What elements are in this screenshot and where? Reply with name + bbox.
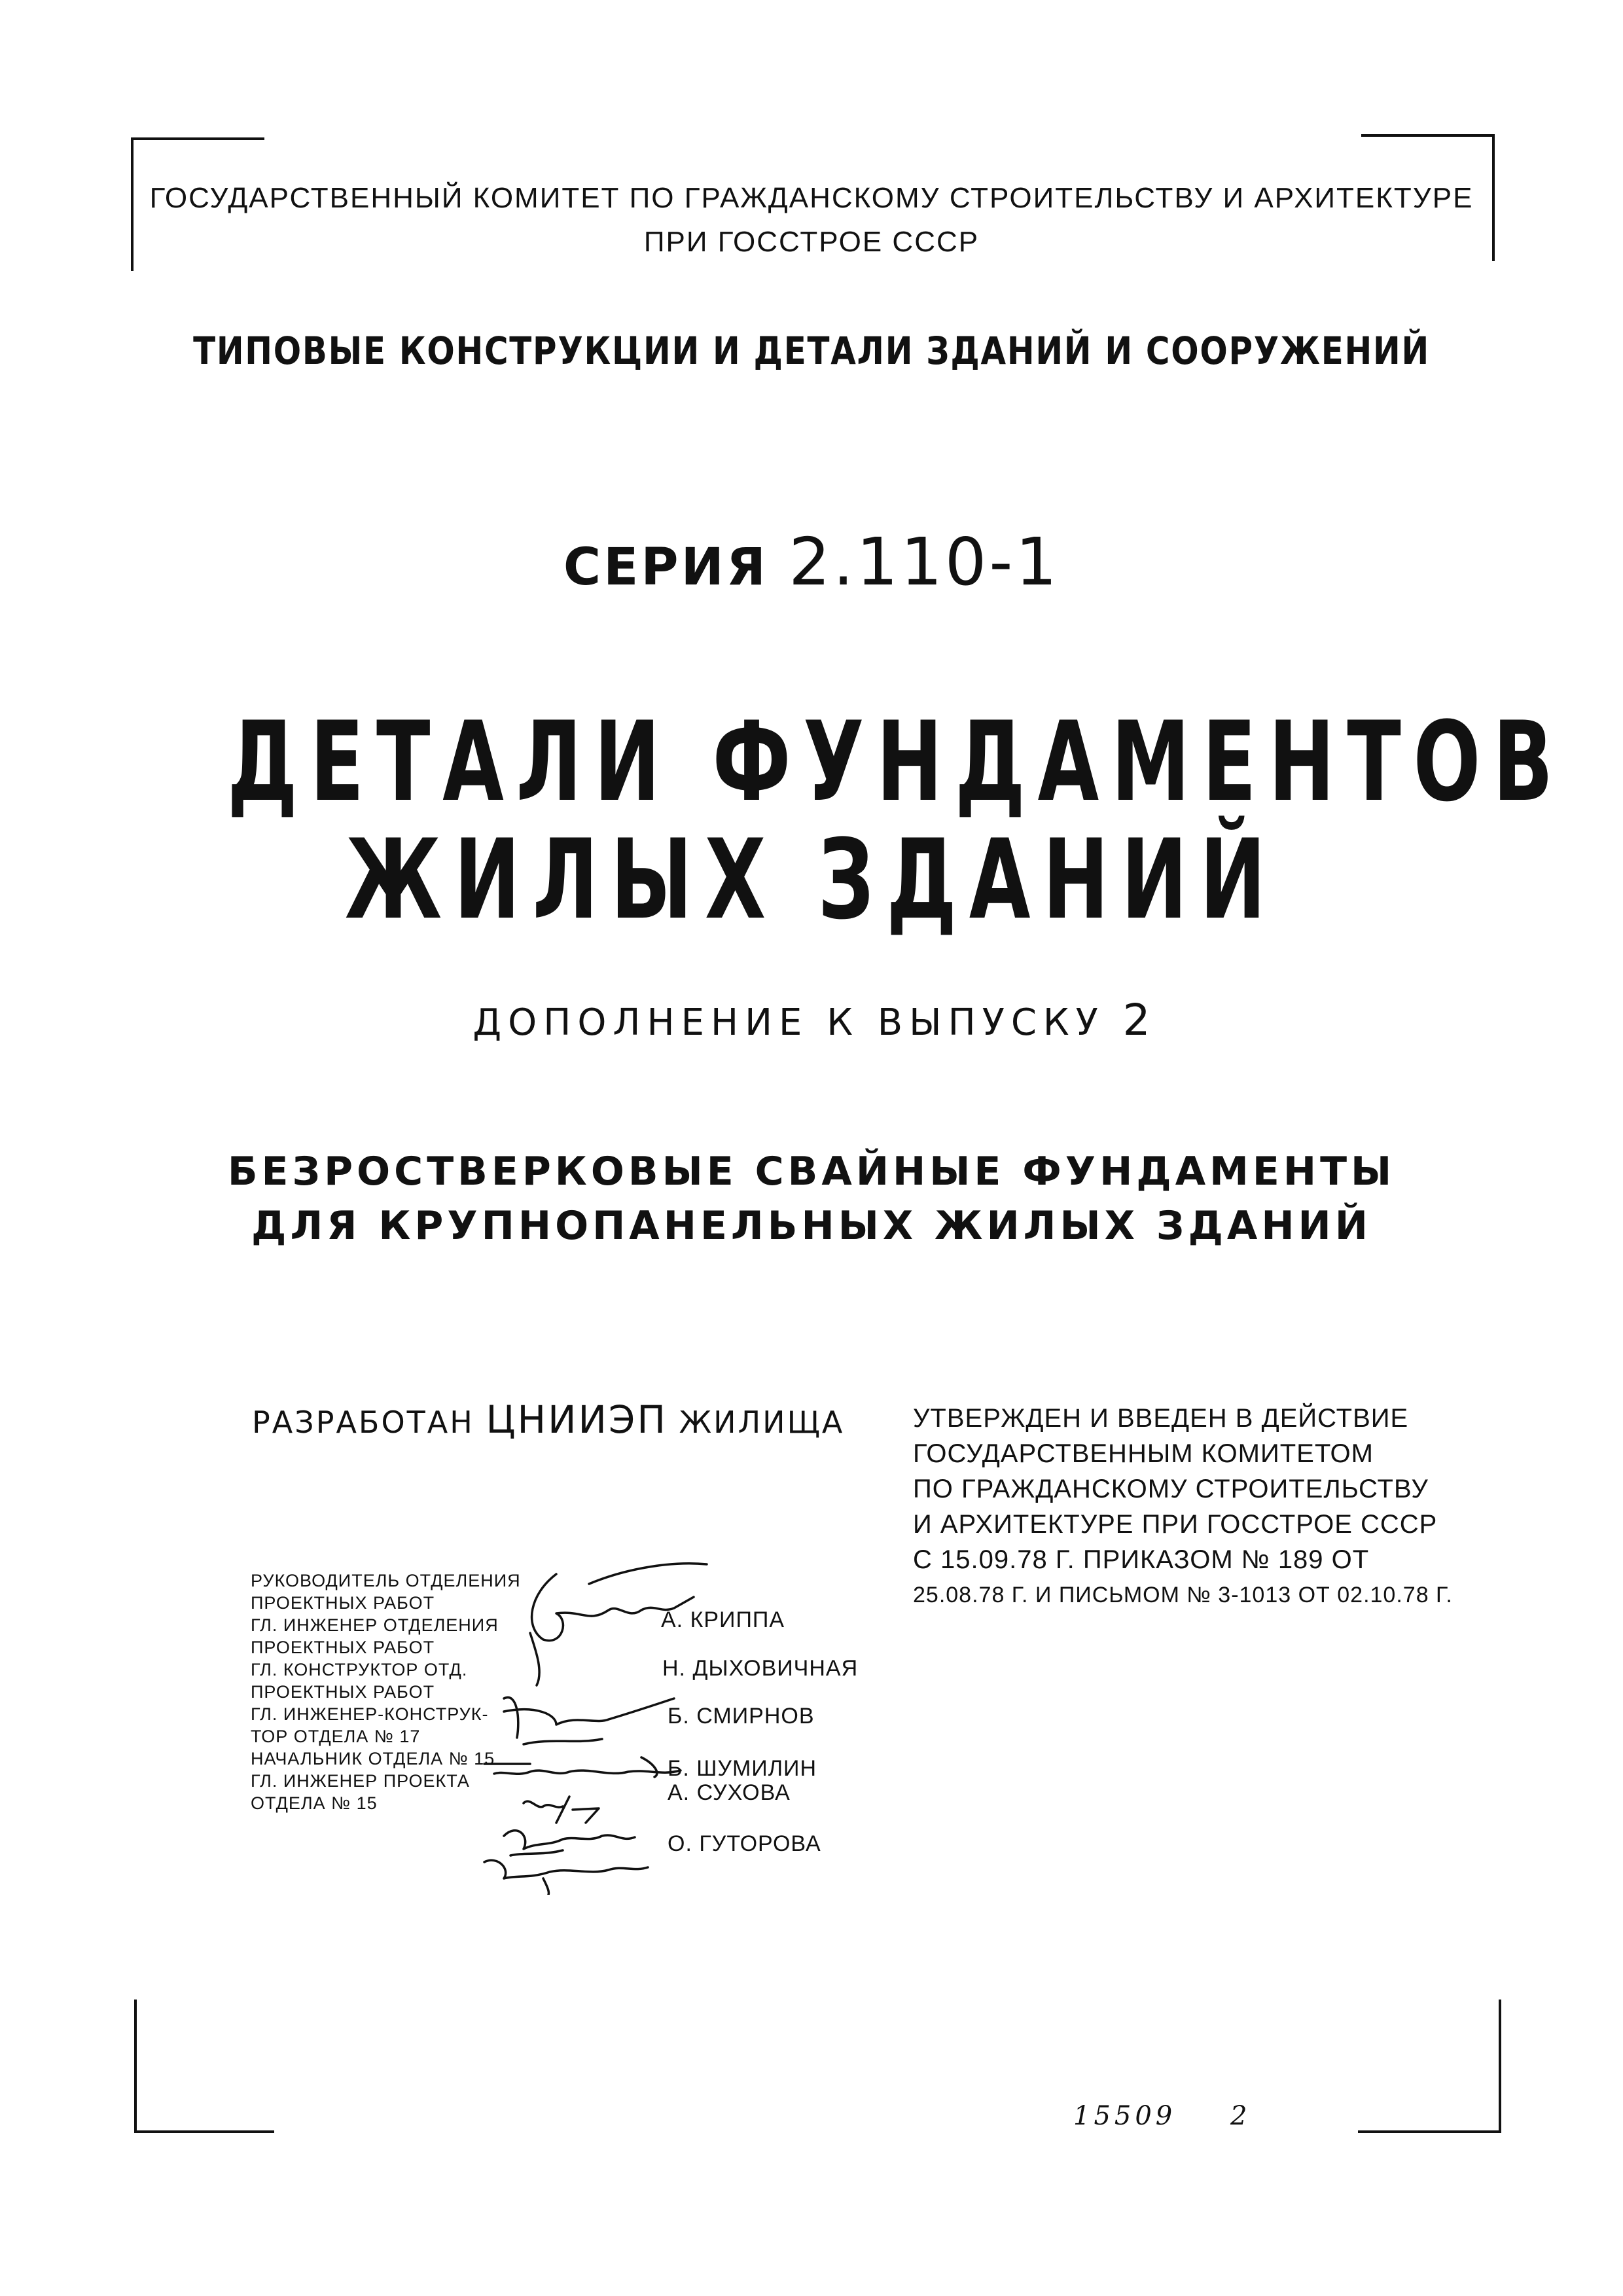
developer-label: РАЗРАБОТАН	[252, 1405, 474, 1440]
frame-corner-bottom-right	[1358, 2000, 1501, 2133]
name-dykhovichnaya: Н. ДЫХОВИЧНАЯ	[662, 1656, 859, 1681]
inventory-number: 15509	[1073, 2101, 1177, 2131]
series-number: 2.110-1	[789, 524, 1060, 600]
name-smirnov: Б. СМИРНОВ	[668, 1704, 815, 1729]
main-title-line-2: ЖИЛЫХ ЗДАНИЙ	[344, 816, 1279, 944]
name-shumilin: Б. ШУМИЛИН	[668, 1756, 817, 1781]
staff-position: РУКОВОДИТЕЛЬ ОТДЕЛЕНИЯ	[251, 1571, 521, 1590]
page-number: 2	[1230, 2101, 1251, 2131]
subtitle-line-2: ДЛЯ КРУПНОПАНЕЛЬНЫХ ЖИЛЫХ ЗДАНИЙ	[251, 1203, 1372, 1249]
approval-line: И АРХИТЕКТУРЕ ПРИ ГОССТРОЕ СССР	[913, 1510, 1438, 1539]
approval-block	[913, 1401, 1453, 1613]
staff-position: НАЧАЛЬНИК ОТДЕЛА № 15	[251, 1749, 495, 1768]
frame-corner-bottom-left	[134, 2000, 274, 2133]
staff-position: ГЛ. ИНЖЕНЕР ОТДЕЛЕНИЯ	[251, 1615, 499, 1635]
developer-org-2: ЖИЛИЩА	[679, 1405, 845, 1440]
developer-org: ЦНИИЭП	[486, 1397, 668, 1442]
staff-position: ОТДЕЛА № 15	[251, 1793, 378, 1813]
approval-line: ГОСУДАРСТВЕННЫМ КОМИТЕТОМ	[913, 1439, 1374, 1468]
subtitle-line-1: БЕЗРОСТВЕРКОВЫЕ СВАЙНЫЕ ФУНДАМЕНТЫ	[227, 1149, 1396, 1194]
staff-position: ТОР ОТДЕЛА № 17	[251, 1727, 421, 1746]
supplement-number: 2	[1122, 995, 1150, 1045]
org-line-1: ГОСУДАРСТВЕННЫЙ КОМИТЕТ ПО ГРАЖДАНСКОМУ СТРОИТЕЛЬСТВУ И АРХИТЕКТУРЕ	[149, 182, 1474, 214]
approval-line: УТВЕРЖДЕН И ВВЕДЕН В ДЕЙСТВИЕ	[913, 1404, 1409, 1433]
series-title: ТИПОВЫЕ КОНСТРУКЦИИ И ДЕТАЛИ ЗДАНИЙ И СООРУЖЕНИЙ	[193, 329, 1430, 373]
staff-position: ГЛ. ИНЖЕНЕР-КОНСТРУК-	[251, 1704, 489, 1724]
staff-position: ПРОЕКТНЫХ РАБОТ	[251, 1638, 435, 1657]
name-sukhova: А. СУХОВА	[668, 1780, 791, 1805]
staff-position: ГЛ. КОНСТРУКТОР ОТД.	[251, 1660, 468, 1679]
approval-line: С 15.09.78 Г. ПРИКАЗОМ № 189 ОТ	[913, 1545, 1370, 1574]
main-title-line-1: ДЕТАЛИ ФУНДАМЕНТОВ	[227, 698, 1566, 826]
developer	[252, 1397, 844, 1442]
supplement-label: ДОПОЛНЕНИЕ К ВЫПУСКУ	[473, 1001, 1105, 1044]
staff-position: ГЛ. ИНЖЕНЕР ПРОЕКТА	[251, 1771, 470, 1791]
name-gutorova: О. ГУТОРОВА	[668, 1831, 821, 1856]
staff-position: ПРОЕКТНЫХ РАБОТ	[251, 1682, 435, 1702]
org-line-2: ПРИ ГОССТРОЕ СССР	[643, 226, 980, 258]
series-label: СЕРИЯ	[563, 538, 768, 597]
name-krippa: А. КРИППА	[661, 1607, 785, 1632]
approval-line: 25.08.78 Г. И ПИСЬМОМ № 3-1013 ОТ 02.10.78 Г.	[913, 1583, 1453, 1607]
staff-position: ПРОЕКТНЫХ РАБОТ	[251, 1593, 435, 1613]
supplement-line	[0, 995, 1623, 1045]
series-heading	[0, 524, 1623, 600]
approval-line: ПО ГРАЖДАНСКОМУ СТРОИТЕЛЬСТВУ	[913, 1475, 1429, 1503]
